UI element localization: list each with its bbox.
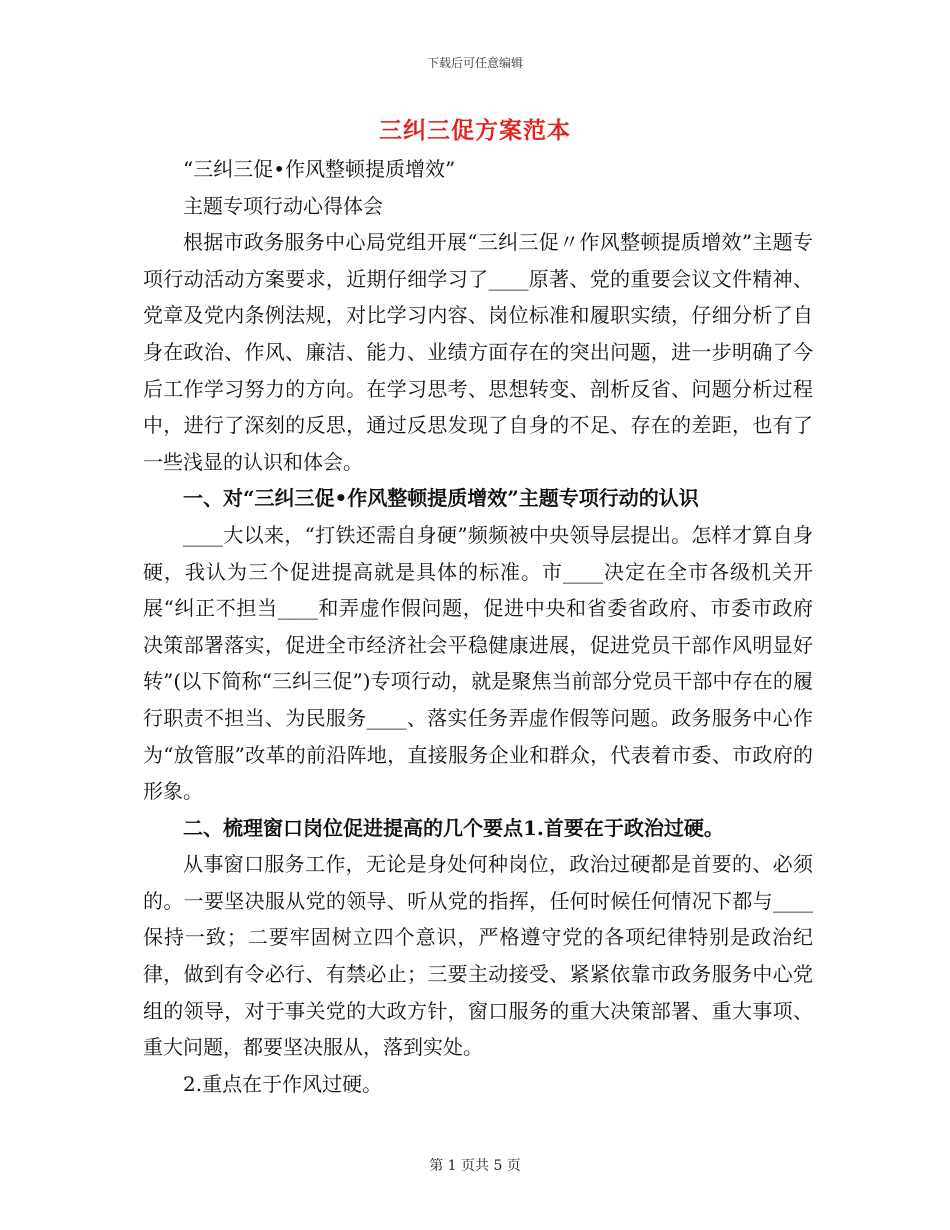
section-heading-1: 一、对“三纠三促•作风整顿提质增效”主题专项行动的认识 [183,486,699,511]
header-note: 下载后可任意编辑 [426,56,523,70]
section-2-paragraph: 从事窗口服务工作，无论是身处何种岗位，政治过硬都是首要的、必须的。一要坚决服从党的领导、听从党的指挥，任何时候任何情况下都与____保持一致；二要牢固树立四个意识，严格遵守党的各项纪律特别是政治纪律，做到有令必行、有禁必止；三要主动接受、紧紧依靠市政务服务中心党组的领导，对于事关党的大政方针，窗口服务的重大决策部署、重大事项、重大问题，都要坚决服从，落到实处。 [143,852,813,1060]
section-1-paragraph: ____大以来，“打铁还需自身硬”频频被中央领导层提出。怎样才算自身硬，我认为三个促进提高就是具体的标准。市____决定在全市各级机关开展“纠正不担当____和弄虚作假问题，促进中央和省委省政府、市委市政府决策部署落实，促进全市经济社会平稳健康进展，促进党员干部作风明显好转”(以下简称“三纠三促”)专项行动，就是聚焦当前部分党员干部中存在的履行职责不担当、为民服务____、落实任务弄虚作假等问题。政务服务中心作为“放管服”改革的前沿阵地，直接服务企业和群众，代表着市委、市政府的形象。 [143,522,813,804]
section-heading-2: 二、梳理窗口岗位促进提高的几个要点1.首要在于政治过硬。 [183,815,724,840]
document-body [143,151,813,1102]
document-title: 三纠三促方案范本 [379,117,571,144]
page-number: 第 1 页共 5 页 [429,1158,521,1174]
subtitle-line-2: 主题专项行动心得体会 [183,193,383,218]
subtitle-line-1: “三纠三促•作风整顿提质增效” [183,157,456,181]
intro-paragraph: 根据市政务服务中心局党组开展“三纠三促〃作风整顿提质增效”主题专项行动活动方案要求，近期仔细学习了____原著、党的重要会议文件精神、党章及党内条例法规，对比学习内容、岗位标准和履职实绩，仔细分析了自身在政治、作风、廉洁、能力、业绩方面存在的突出问题，进一步明确了今后工作学习努力的方向。在学习思考、思想转变、剖析反省、问题分析过程中，进行了深刻的反思，通过反思发现了自身的不足、存在的差距，也有了一些浅显的认识和体会。 [143,230,813,474]
sub-point-2: 2.重点在于作风过硬。 [183,1071,383,1096]
